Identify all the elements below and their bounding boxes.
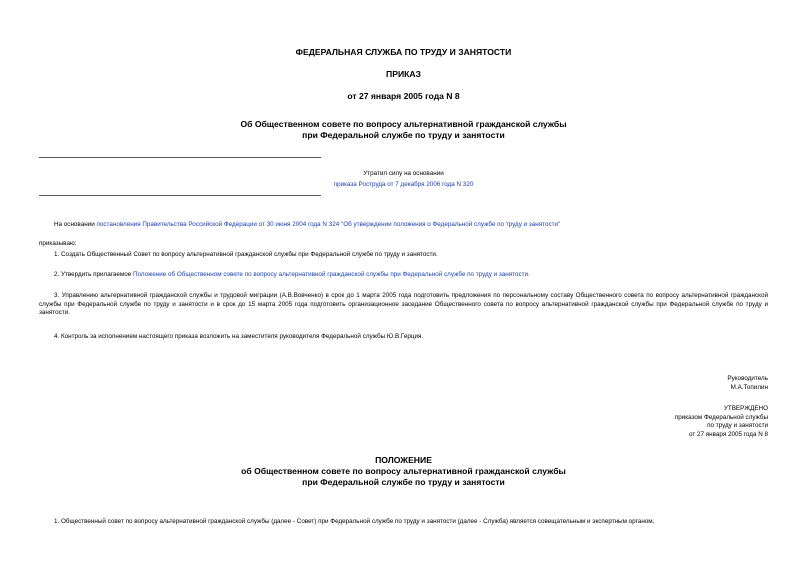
order-item-3: 3. Управлению альтернативной гражданской службы и трудовой миграции (А.В.Вовченко) в срок до 1 марта 2005 года подготовить предложения по персональному составу Общественного совета по вопросу альтернативной гражданской службы при Федеральной службе по труду и занятости и в срок до 15 марта 2005 года подготовить организационное заседание Общественного совета по вопросу альтернативной гражданской службы при Федеральной службе по труду и занятости. bbox=[39, 292, 768, 316]
preamble-prefix: На основании bbox=[54, 221, 97, 228]
regulation-link[interactable]: Положение об Общественном совете по вопросу альтернативной гражданской службы при Федеральной службе по труду и занятости. bbox=[132, 271, 530, 278]
repeal-link[interactable]: приказа Роструда от 7 декабря 2006 года N 320 bbox=[333, 181, 474, 188]
agency-heading: ФЕДЕРАЛЬНАЯ СЛУЖБА ПО ТРУДУ И ЗАНЯТОСТИ bbox=[295, 47, 512, 57]
approval-title: УТВЕРЖДЕНО bbox=[723, 405, 768, 412]
doc-type-heading: ПРИКАЗ bbox=[386, 69, 421, 79]
order-date: от 27 января 2005 года N 8 bbox=[347, 91, 460, 101]
order-title-line2: при Федеральной службе по труду и занятости bbox=[302, 130, 505, 140]
preamble bbox=[54, 221, 560, 228]
approval-line-3: от 27 января 2005 года N 8 bbox=[688, 430, 768, 438]
regulation-title: ПОЛОЖЕНИЕ bbox=[375, 455, 432, 465]
regulation-subtitle-line2: при Федеральной службе по труду и занятости bbox=[302, 477, 505, 487]
signature-name: М.А.Топилин bbox=[730, 383, 768, 391]
order-title-line1: Об Общественном совете по вопросу альтернативной гражданской службы bbox=[240, 119, 567, 129]
signature-block bbox=[727, 375, 768, 392]
approval-line-1: приказом Федеральной службы bbox=[674, 413, 768, 421]
signature-position: Руководитель bbox=[727, 375, 768, 382]
preamble-decree-link[interactable]: постановления Правительства Российской Федерации от 30 июня 2004 года N 324 "Об утверждении положения о Федеральной службе по труду и занятости" bbox=[96, 221, 561, 228]
order-item-1: 1. Создать Общественный Совет по вопросу альтернативной гражданской службы при Федеральной службе по труду и занятости. bbox=[54, 251, 438, 258]
order-item-4: 4. Контроль за исполнением настоящего приказа возложить на заместителя руководителя Федеральной службы Ю.В.Герция. bbox=[54, 333, 424, 340]
approval-block bbox=[675, 405, 768, 439]
separator-top bbox=[39, 157, 321, 158]
separator-bottom bbox=[39, 195, 321, 196]
regulation-item-1: 1. Общественный совет по вопросу альтернативной гражданской службы (далее - Совет) при Федеральной службе по труду и занятости (далее - Служба) является совещательным и экспертным органом, bbox=[54, 518, 655, 525]
approval-line-2: по труду и занятости bbox=[707, 422, 768, 430]
order-item-2-prefix: 2. Утвердить прилагаемое bbox=[54, 271, 133, 278]
order-word: приказываю: bbox=[39, 240, 77, 247]
repeal-status: Утратил силу на основании bbox=[363, 170, 444, 177]
order-item-2 bbox=[54, 271, 530, 278]
regulation-subtitle-line1: об Общественном совете по вопросу альтернативной гражданской службы bbox=[241, 466, 566, 476]
